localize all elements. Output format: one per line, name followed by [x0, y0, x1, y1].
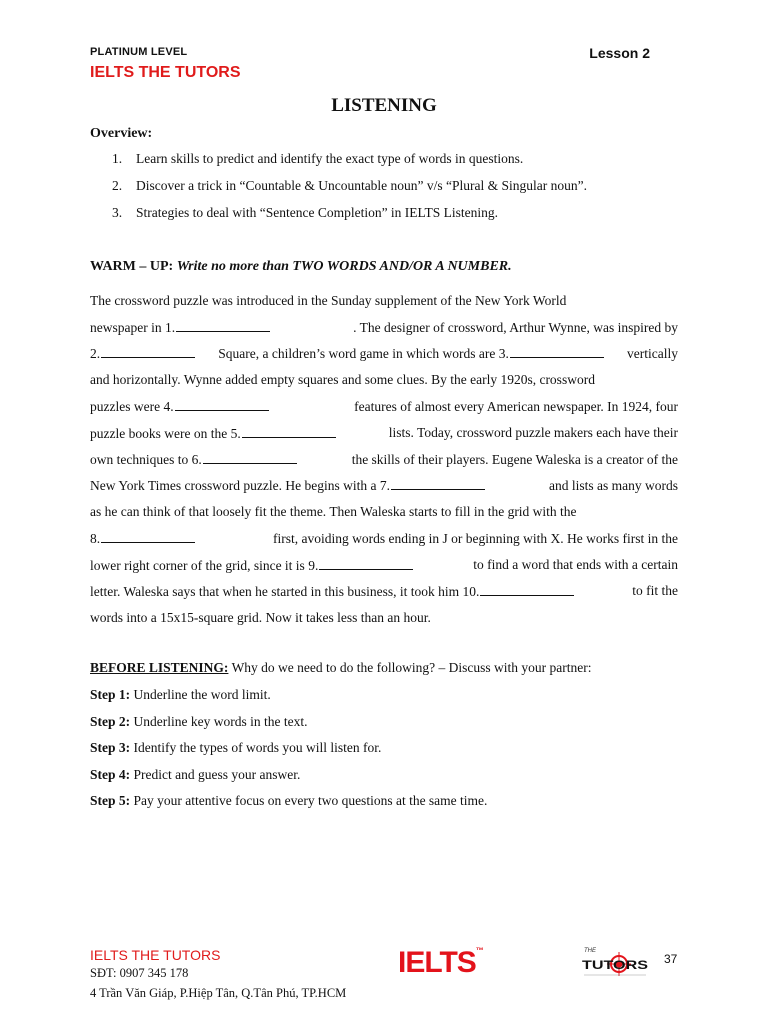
svg-text:TUTORS: TUTORS	[582, 958, 648, 972]
passage-text: to find a word that ends with a certain	[473, 557, 678, 573]
answer-blank-6[interactable]	[203, 451, 297, 464]
step-label: Step 1:	[90, 687, 131, 702]
lesson-label: Lesson 2	[589, 45, 650, 61]
level-label: PLATINUM LEVEL	[90, 46, 188, 58]
overview-item-number: 2.	[112, 178, 123, 193]
answer-blank-7[interactable]	[391, 477, 485, 490]
overview-item-number: 3.	[112, 205, 123, 220]
step-item	[90, 767, 487, 794]
page-number: 37	[664, 952, 678, 966]
answer-blank-1[interactable]	[176, 319, 270, 332]
footer-brand: IELTS THE TUTORS	[90, 947, 221, 963]
step-text: Underline the word limit.	[133, 687, 271, 702]
passage-line	[90, 288, 678, 314]
passage-text: and horizontally. Wynne added empty squares and some clues. By the early 1920s, crossword	[90, 372, 595, 388]
passage-text: lower right corner of the grid, since it is 9.	[90, 557, 413, 574]
step-label: Step 4:	[90, 766, 131, 782]
step-text: Identify the types of words you will listen for.	[133, 740, 382, 756]
step-label: Step 2:	[90, 713, 131, 729]
tutors-logo	[580, 943, 650, 981]
passage-line	[90, 526, 678, 552]
passage-text: 2.	[90, 345, 195, 362]
passage-text: letter. Waleska says that when he started in this business, it took him 10.	[90, 583, 574, 600]
before-listening-label: BEFORE LISTENING:	[90, 660, 229, 675]
passage-text: . The designer of crossword, Arthur Wynne, was inspired by	[353, 319, 678, 335]
overview-item	[112, 205, 587, 232]
passage-text: The crossword puzzle was introduced in the Sunday supplement of the New York World	[90, 293, 567, 309]
passage-line	[90, 367, 678, 393]
warmup-instruction: Write no more than TWO WORDS AND/OR A NUMBER.	[176, 259, 512, 274]
answer-blank-4[interactable]	[175, 398, 269, 411]
passage-text: and lists as many words	[549, 477, 678, 493]
passage-text: 8.	[90, 530, 195, 547]
ielts-logo: IELTS™	[398, 946, 484, 979]
passage-line	[90, 499, 678, 525]
answer-blank-8[interactable]	[101, 530, 195, 543]
step-label: Step 3:	[90, 740, 131, 756]
passage-text: Square, a children’s word game in which words are 3.	[218, 345, 604, 362]
passage-line	[90, 473, 678, 499]
step-text: Underline key words in the text.	[133, 713, 308, 729]
overview-heading: Overview:	[90, 126, 153, 141]
passage-line	[90, 578, 678, 604]
passage-line	[90, 446, 678, 472]
footer-address: 4 Trần Văn Giáp, P.Hiệp Tân, Q.Tân Phú, TP.HCM	[90, 986, 347, 1000]
passage-text: vertically	[627, 345, 678, 361]
overview-item-text: Learn skills to predict and identify the exact type of words in questions.	[136, 151, 524, 166]
answer-blank-5[interactable]	[242, 425, 336, 438]
passage-text: puzzles were 4.	[90, 398, 269, 415]
passage-line	[90, 394, 678, 420]
step-item	[90, 740, 487, 767]
overview-item	[112, 151, 587, 178]
passage-line	[90, 552, 678, 578]
passage-line	[90, 420, 678, 446]
passage-line	[90, 605, 678, 631]
passage-text: own techniques to 6.	[90, 451, 297, 468]
overview-item-text: Discover a trick in “Countable & Uncountable noun” v/s “Plural & Singular noun”.	[136, 178, 588, 193]
passage-text: New York Times crossword puzzle. He begins with a 7.	[90, 477, 485, 494]
step-label: Step 5:	[90, 793, 131, 809]
header-brand: IELTS THE TUTORS	[90, 64, 241, 81]
passage-line	[90, 314, 678, 340]
warmup-label: WARM – UP:	[90, 259, 174, 274]
passage	[90, 288, 678, 631]
step-item	[90, 793, 487, 820]
before-listening	[90, 660, 592, 676]
answer-blank-2[interactable]	[101, 345, 195, 358]
step-text: Predict and guess your answer.	[133, 766, 301, 782]
overview-item-number: 1.	[112, 151, 123, 166]
overview-list	[112, 151, 587, 232]
passage-text: as he can think of that loosely fit the theme. Then Waleska starts to fill in the grid with the	[90, 504, 577, 520]
answer-blank-3[interactable]	[510, 345, 604, 358]
step-item	[90, 687, 487, 714]
overview-item-text: Strategies to deal with “Sentence Completion” in IELTS Listening.	[136, 205, 499, 220]
step-text: Pay your attentive focus on every two questions at the same time.	[133, 793, 488, 809]
passage-line	[90, 341, 678, 367]
steps-list	[90, 687, 487, 820]
passage-text: words into a 15x15-square grid. Now it takes less than an hour.	[90, 609, 431, 625]
passage-text: newspaper in 1.	[90, 319, 270, 336]
passage-text: first, avoiding words ending in J or beginning with X. He works first in the	[273, 530, 678, 546]
warmup-heading	[90, 259, 512, 275]
passage-text: puzzle books were on the 5.	[90, 425, 336, 442]
page-title: LISTENING	[331, 95, 437, 116]
passage-text: lists. Today, crossword puzzle makers each have their	[388, 425, 678, 441]
before-listening-text: Why do we need to do the following? – Discuss with your partner:	[231, 660, 592, 675]
passage-text: to fit the	[632, 583, 678, 599]
svg-text:THE: THE	[584, 948, 596, 954]
passage-text: the skills of their players. Eugene Waleska is a creator of the	[351, 451, 678, 467]
step-item	[90, 714, 487, 741]
passage-text: features of almost every American newspaper. In 1924, four	[354, 398, 678, 414]
overview-item	[112, 178, 587, 205]
answer-blank-9[interactable]	[319, 557, 413, 570]
answer-blank-10[interactable]	[480, 583, 574, 596]
footer-phone: SĐT: 0907 345 178	[90, 966, 189, 980]
